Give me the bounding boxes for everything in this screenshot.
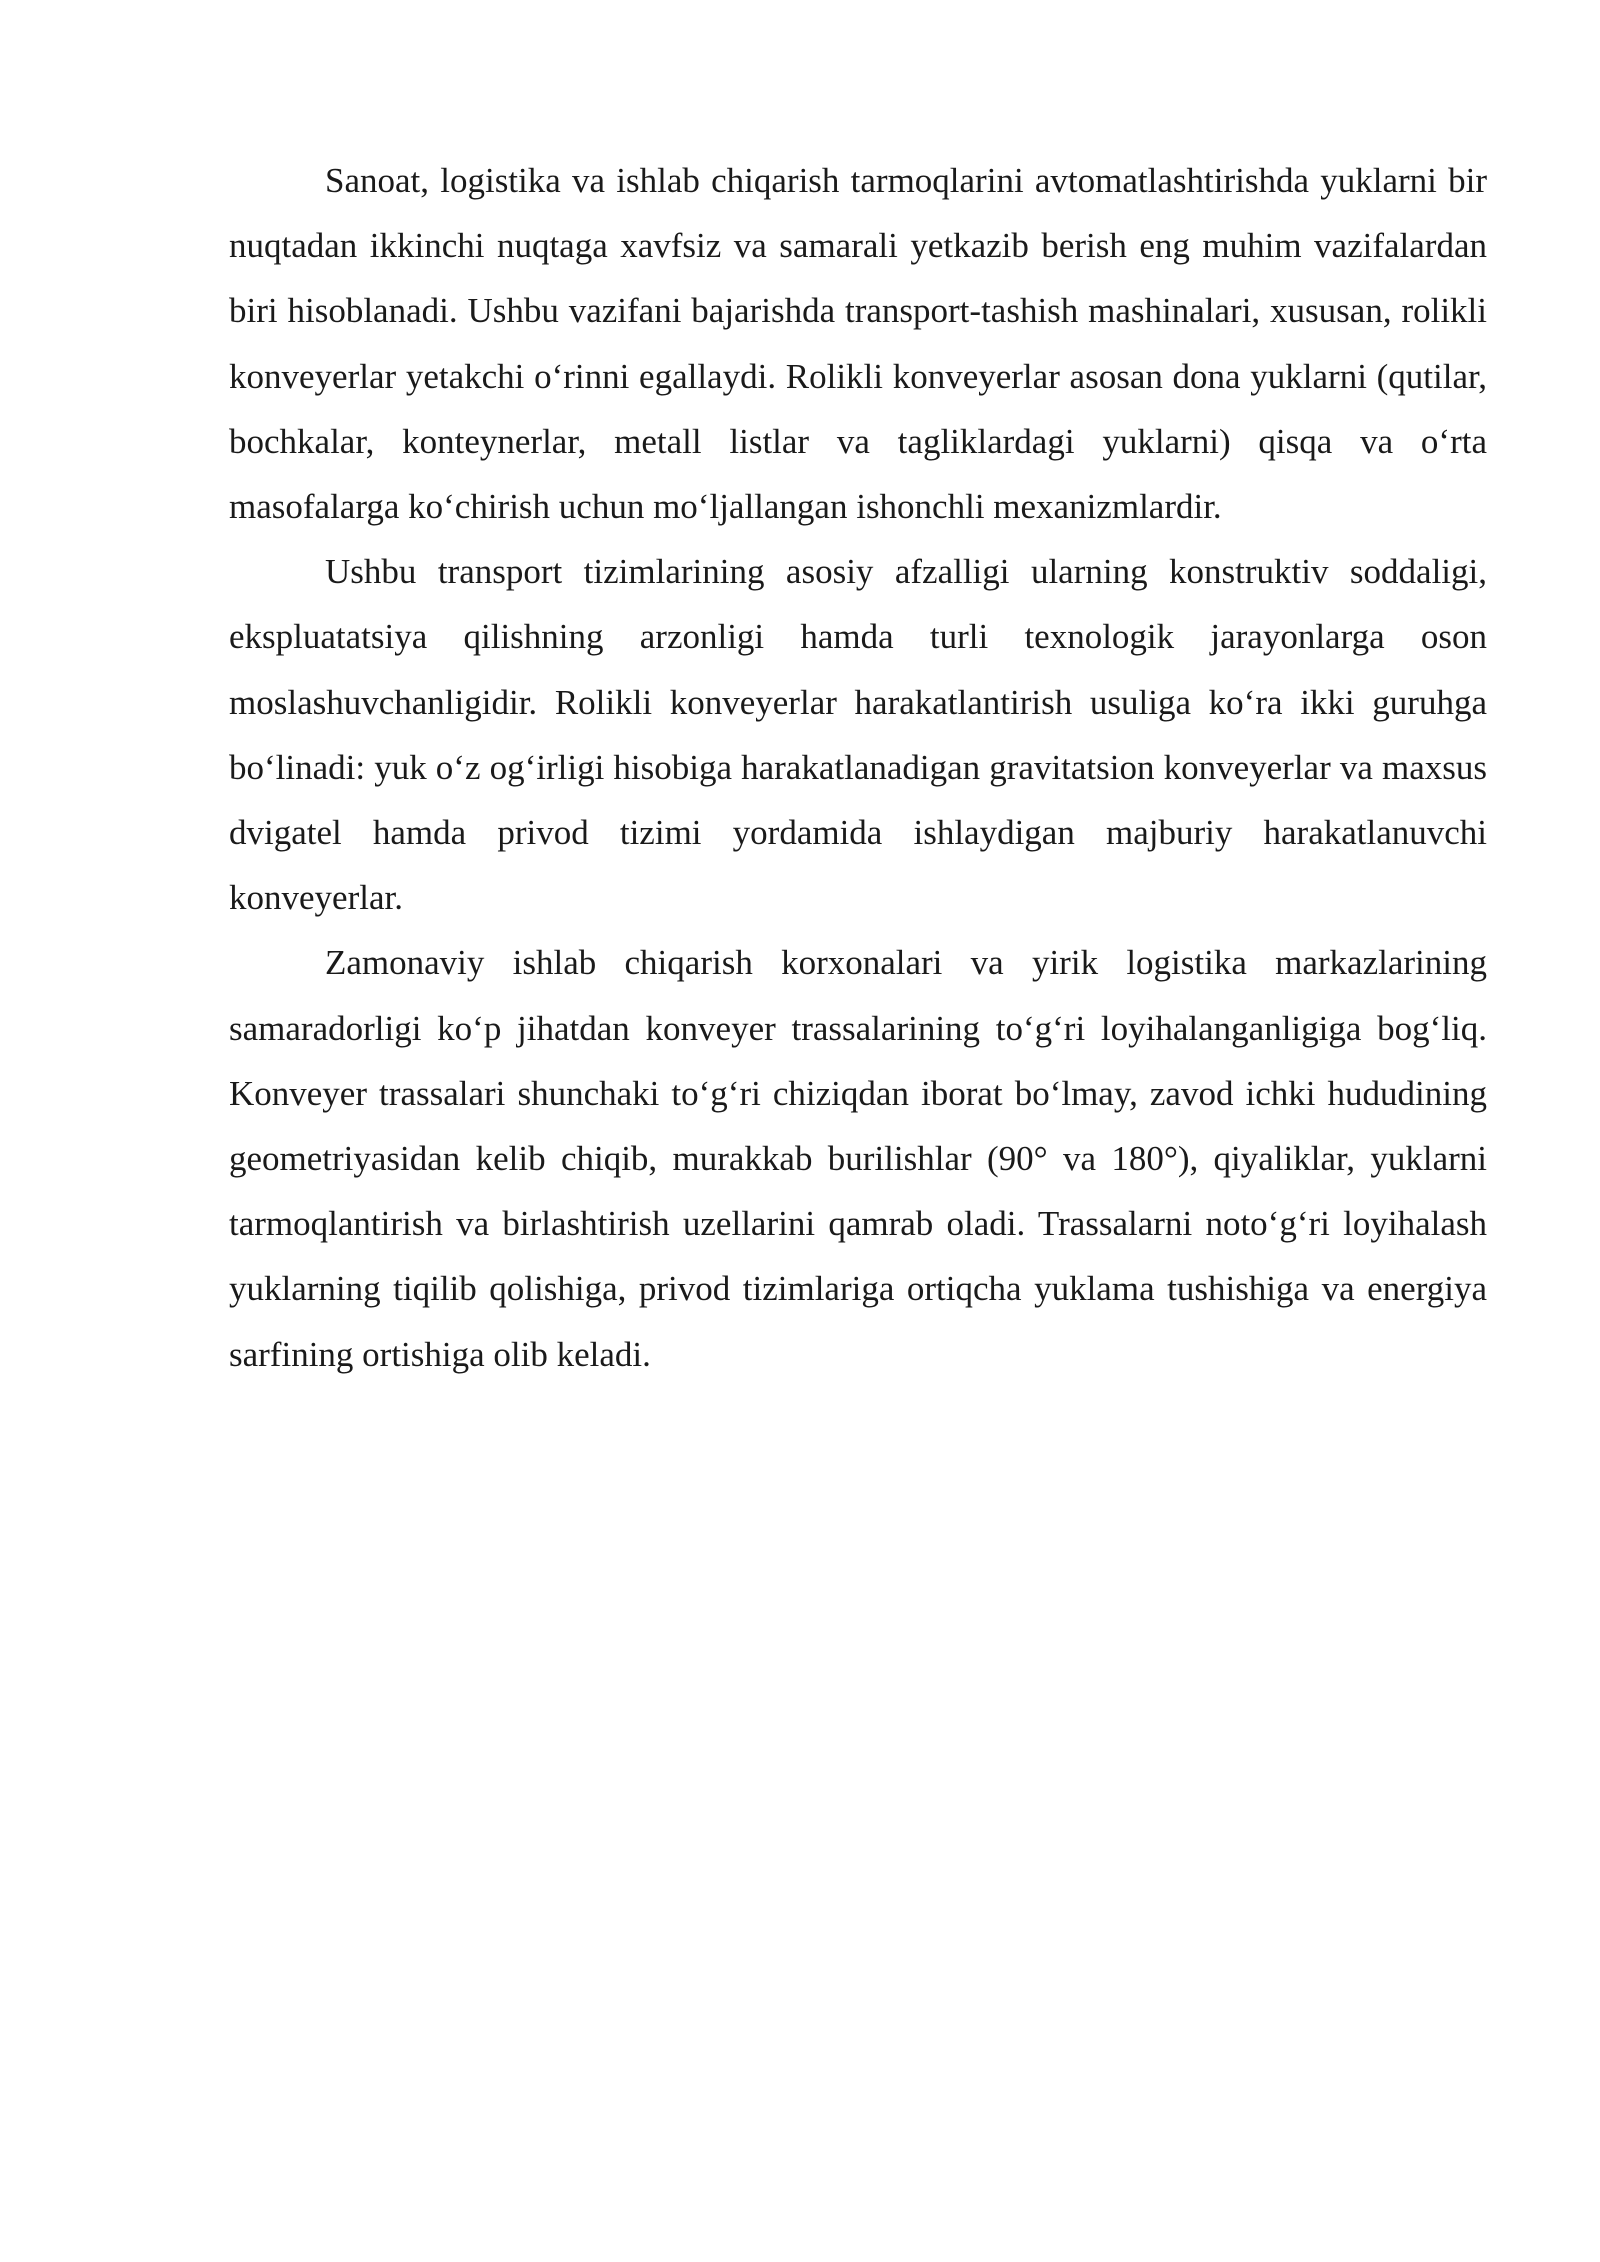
paragraph-2: Ushbu transport tizimlarining asosiy afzalligi ularning konstruktiv soddaligi, ekspluatatsiya qilishning arzonligi hamda turli texnologik jarayonlarga oson moslashuvchanligidir. Rolikli konveyerlar harakatlantirish usuliga ko‘ra ikki guruhga bo‘linadi: yuk o‘z og‘irligi hisobiga harakatlanadigan gravitatsion konveyerlar va maxsus dvigatel hamda privod tizimi yordamida ishlaydigan majburiy harakatlanuvchi konveyerlar. <box>229 552 1487 918</box>
body-text <box>229 148 1487 1387</box>
paragraph-1: Sanoat, logistika va ishlab chiqarish tarmoqlarini avtomatlashtirishda yuklarni bir nuqtadan ikkinchi nuqtaga xavfsiz va samarali yetkazib berish eng muhim vazifalardan biri hisoblanadi. Ushbu vazifani bajarishda transport-tashish mashinalari, xususan, rolikli konveyerlar yetakchi o‘rinni egallaydi. Rolikli konveyerlar asosan dona yuklarni (qutilar, bochkalar, konteynerlar, metall listlar va tagliklardagi yuklarni) qisqa va o‘rta masofalarga ko‘chirish uchun mo‘ljallangan ishonchli mexanizmlardir. <box>229 161 1487 527</box>
paragraph-3: Zamonaviy ishlab chiqarish korxonalari va yirik logistika markazlarining samaradorligi ko‘p jihatdan konveyer trassalarining to‘g‘ri loyihalanganligiga bog‘liq. Konveyer trassalari shunchaki to‘g‘ri chiziqdan iborat bo‘lmay, zavod ichki hududining geometriyasidan kelib chiqib, murakkab burilishlar (90° va 180°), qiyaliklar, yuklarni tarmoqlantirish va birlashtirish uzellarini qamrab oladi. Trassalarni noto‘g‘ri loyihalash yuklarning tiqilib qolishiga, privod tizimlariga ortiqcha yuklama tushishiga va energiya sarfining ortishiga olib keladi. <box>229 943 1487 1374</box>
